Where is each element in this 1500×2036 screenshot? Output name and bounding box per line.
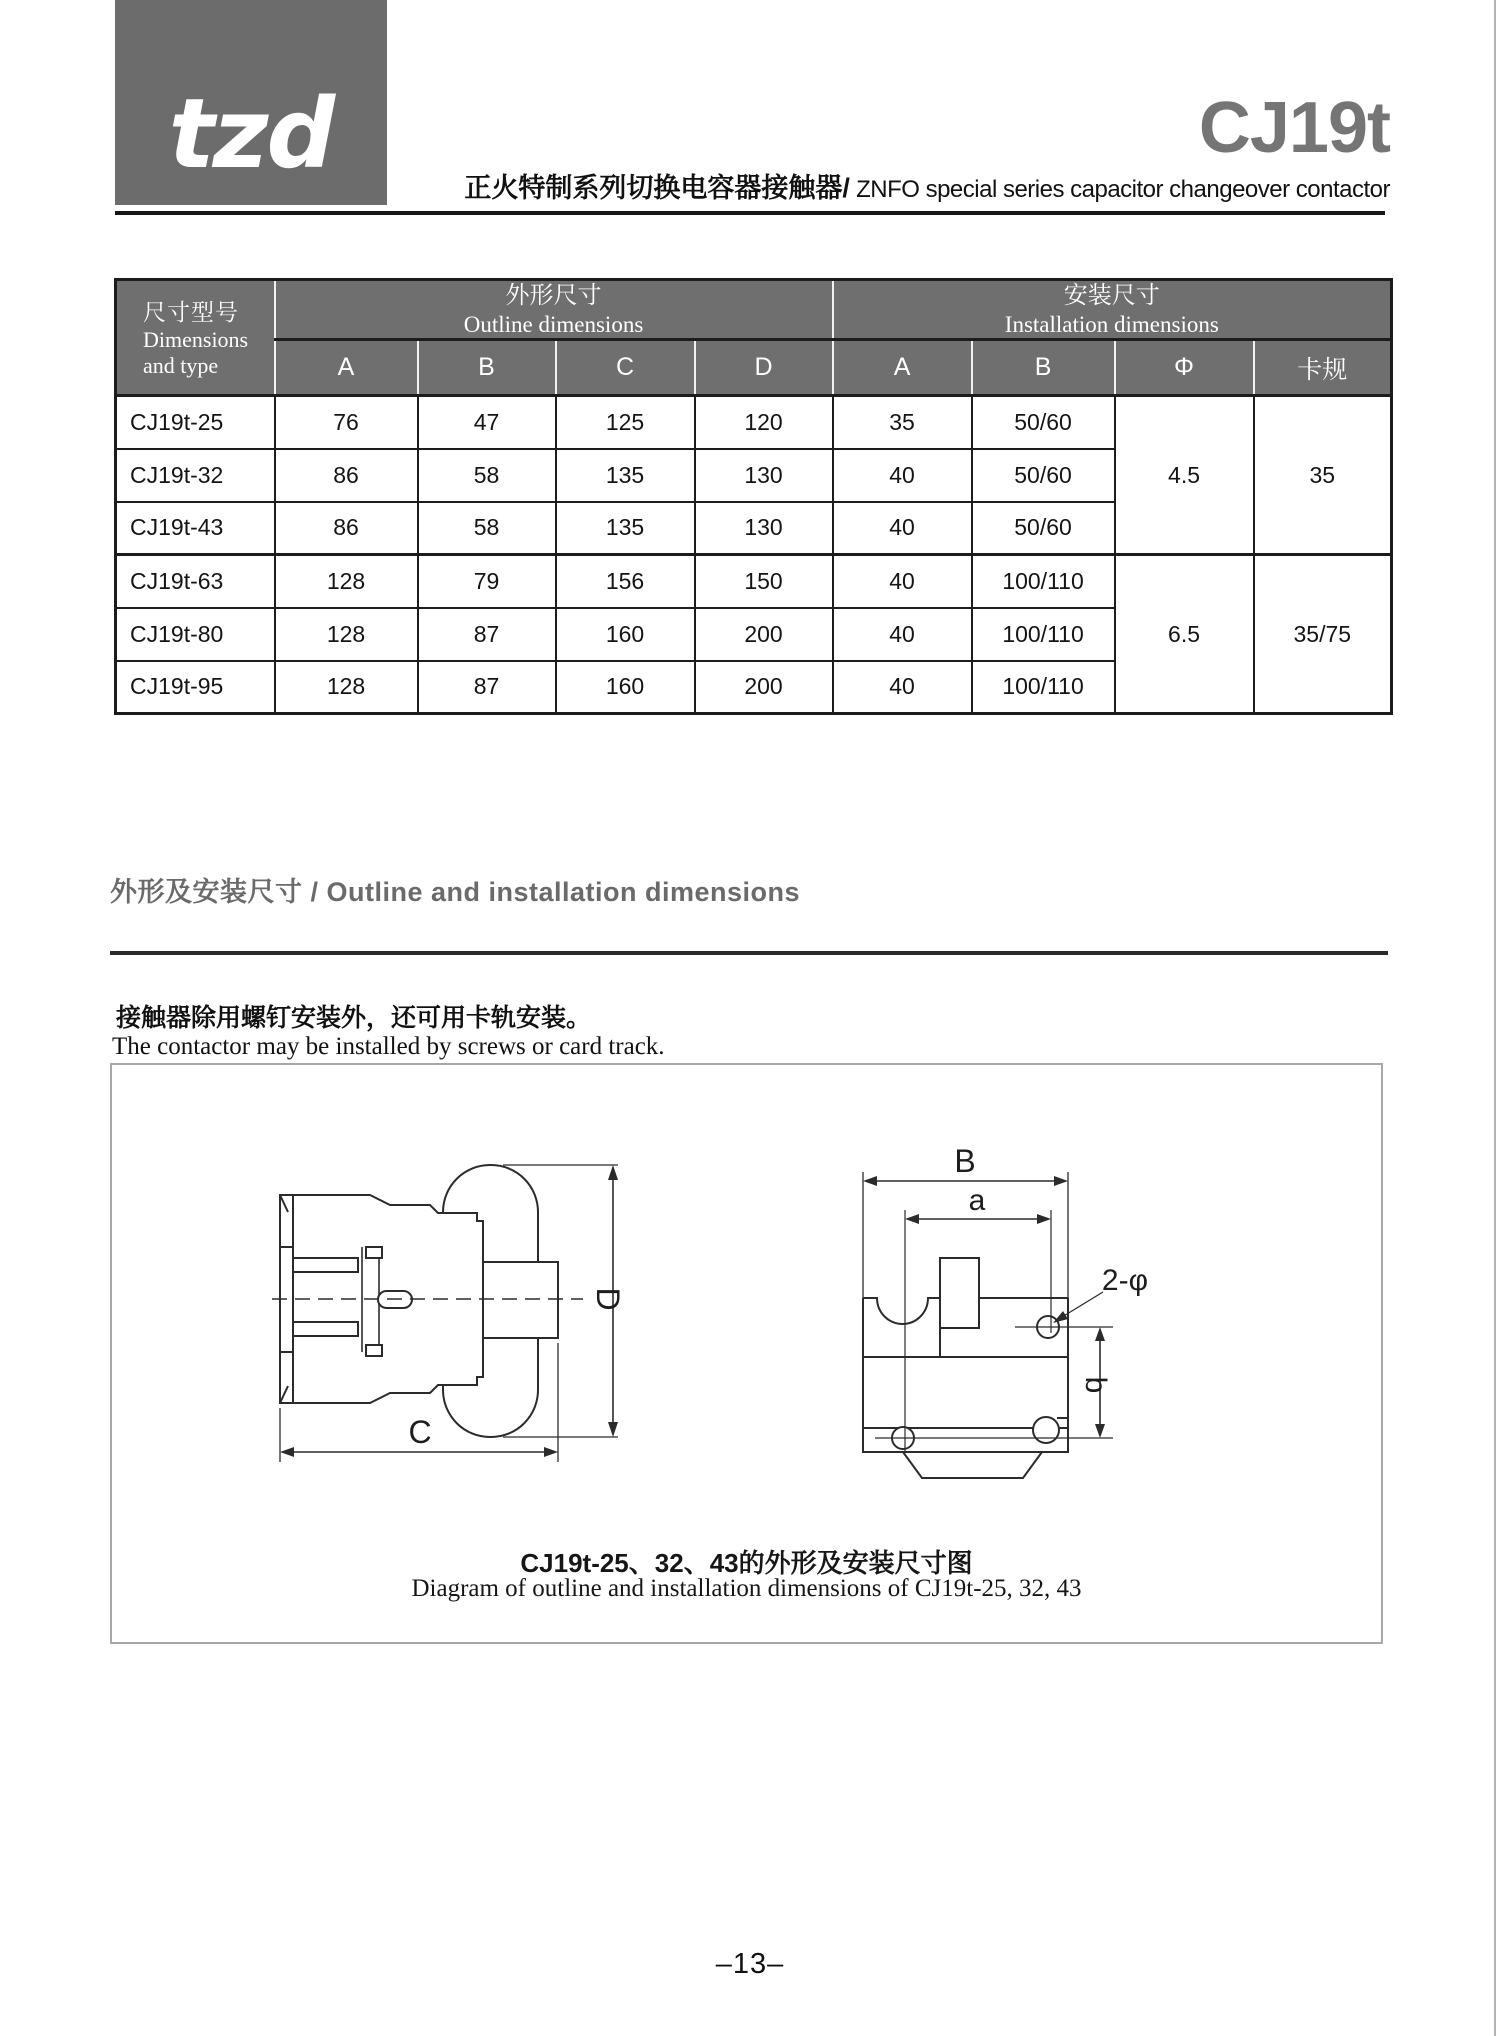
- header-rule: [115, 211, 1385, 215]
- table-cell: 50/60: [972, 449, 1115, 502]
- subtitle-en: ZNFO special series capacitor changeover contactor: [849, 176, 1390, 203]
- table-cell: 128: [275, 555, 418, 608]
- terminal-slot-bottom: [293, 1322, 358, 1336]
- table-cell: 120: [695, 396, 833, 449]
- row-model: CJ19t-80: [116, 608, 275, 661]
- group-outline-zh: 外形尺寸: [505, 282, 602, 309]
- dim-label-B: B: [954, 1143, 976, 1179]
- corner-en2: and type: [143, 352, 219, 378]
- brand-logo-box: [115, 0, 387, 205]
- left-diagram-side-view: [272, 1165, 583, 1437]
- group-install-en: Installation dimensions: [1004, 312, 1219, 337]
- subtitle-zh: 正火特制系列切换电容器接触器/: [464, 173, 850, 203]
- table-cell: 128: [275, 608, 418, 661]
- right-diagram-footprint: [863, 1258, 1068, 1478]
- table-cell: 130: [695, 449, 833, 502]
- hole-callout: [1053, 1264, 1148, 1323]
- table-cell: 200: [695, 608, 833, 661]
- table-cell: 100/110: [972, 661, 1115, 714]
- table-cell: 40: [833, 661, 972, 714]
- dim-label-b: b: [1079, 1376, 1112, 1394]
- diagram-caption-zh: CJ19t-25、32、43的外形及安装尺寸图: [520, 1548, 973, 1578]
- table-row: [116, 396, 1392, 449]
- install-note-zh: 接触器除用螺钉安装外，还可用卡轨安装。: [116, 1004, 592, 1032]
- merged-cell-gauge-1: 35: [1254, 396, 1392, 555]
- table-cell: 35: [833, 396, 972, 449]
- col-header-phi: Φ: [1115, 340, 1254, 396]
- table-cell: 135: [556, 502, 695, 555]
- brand-logo: tzd: [168, 77, 334, 190]
- dim-label-a: a: [968, 1184, 986, 1217]
- table-cell: 86: [275, 502, 418, 555]
- table-cell: 87: [418, 661, 556, 714]
- section-heading: 外形及安装尺寸 / Outline and installation dimensions: [110, 877, 801, 907]
- table-cell: 79: [418, 555, 556, 608]
- col-header-A: A: [275, 340, 418, 396]
- hole-callout-label: 2-φ: [1101, 1264, 1149, 1297]
- col-header-B: B: [418, 340, 556, 396]
- install-note-en: The contactor may be installed by screws or card track.: [112, 1033, 665, 1060]
- group-header-install: [833, 280, 1392, 340]
- section-rule: [110, 951, 1388, 955]
- table-cell: 40: [833, 502, 972, 555]
- mounting-hole-bottom-right: [1033, 1417, 1059, 1443]
- table-cell: 156: [556, 555, 695, 608]
- row-model: CJ19t-32: [116, 449, 275, 502]
- table-cell: 50/60: [972, 396, 1115, 449]
- table-cell: 40: [833, 608, 972, 661]
- table-cell: 100/110: [972, 555, 1115, 608]
- table-cell: 128: [275, 661, 418, 714]
- col-header-C: C: [556, 340, 695, 396]
- table-cell: 100/110: [972, 608, 1115, 661]
- footprint-centerlines: [875, 1210, 1113, 1452]
- mount-block: [482, 1262, 558, 1338]
- table-cell: 87: [418, 608, 556, 661]
- top-boss: [940, 1258, 979, 1328]
- group-outline-en: Outline dimensions: [463, 312, 644, 337]
- table-cell: 160: [556, 608, 695, 661]
- table-cell: 125: [556, 396, 695, 449]
- table-cell: 58: [418, 502, 556, 555]
- table-cell: 200: [695, 661, 833, 714]
- terminal-slot-top: [293, 1258, 358, 1272]
- table-cell: 86: [275, 449, 418, 502]
- merged-cell-phi-1: 4.5: [1115, 396, 1254, 555]
- scan-edge-artifact: [1494, 0, 1496, 2036]
- row-model: CJ19t-43: [116, 502, 275, 555]
- row-model: CJ19t-63: [116, 555, 275, 608]
- dimension-b: [1079, 1327, 1112, 1438]
- corner-en1: Dimensions: [143, 326, 249, 352]
- table-cell: 160: [556, 661, 695, 714]
- page-title: CJ19t: [1198, 88, 1390, 168]
- group-header-outline: [275, 280, 833, 340]
- table-cell: 135: [556, 449, 695, 502]
- col-header-install-B: B: [972, 340, 1115, 396]
- dim-label-C: C: [408, 1414, 432, 1450]
- table-cell: 150: [695, 555, 833, 608]
- col-header-gauge: 卡规: [1254, 340, 1392, 396]
- table-cell: 58: [418, 449, 556, 502]
- table-cell: 50/60: [972, 502, 1115, 555]
- dimensions-table: [114, 278, 1393, 715]
- table-corner-header: [116, 280, 275, 396]
- diagram-caption-en: Diagram of outline and installation dimensions of CJ19t-25, 32, 43: [411, 1575, 1082, 1602]
- row-model: CJ19t-25: [116, 396, 275, 449]
- table-cell: 76: [275, 396, 418, 449]
- table-cell: 130: [695, 502, 833, 555]
- col-header-D: D: [695, 340, 833, 396]
- table-cell: 40: [833, 449, 972, 502]
- col-header-install-A: A: [833, 340, 972, 396]
- page-number: –13–: [715, 1948, 785, 1980]
- dim-label-D: D: [590, 1287, 626, 1311]
- page-subtitle: [464, 172, 1390, 209]
- table-cell: 47: [418, 396, 556, 449]
- group-install-zh: 安装尺寸: [1063, 282, 1160, 309]
- table-row: [116, 555, 1392, 608]
- merged-cell-phi-2: 6.5: [1115, 555, 1254, 714]
- corner-zh: 尺寸型号: [143, 298, 239, 325]
- bottom-foot: [903, 1452, 1042, 1478]
- table-cell: 40: [833, 555, 972, 608]
- merged-cell-gauge-2: 35/75: [1254, 555, 1392, 714]
- dimension-a: [905, 1184, 1051, 1224]
- row-model: CJ19t-95: [116, 661, 275, 714]
